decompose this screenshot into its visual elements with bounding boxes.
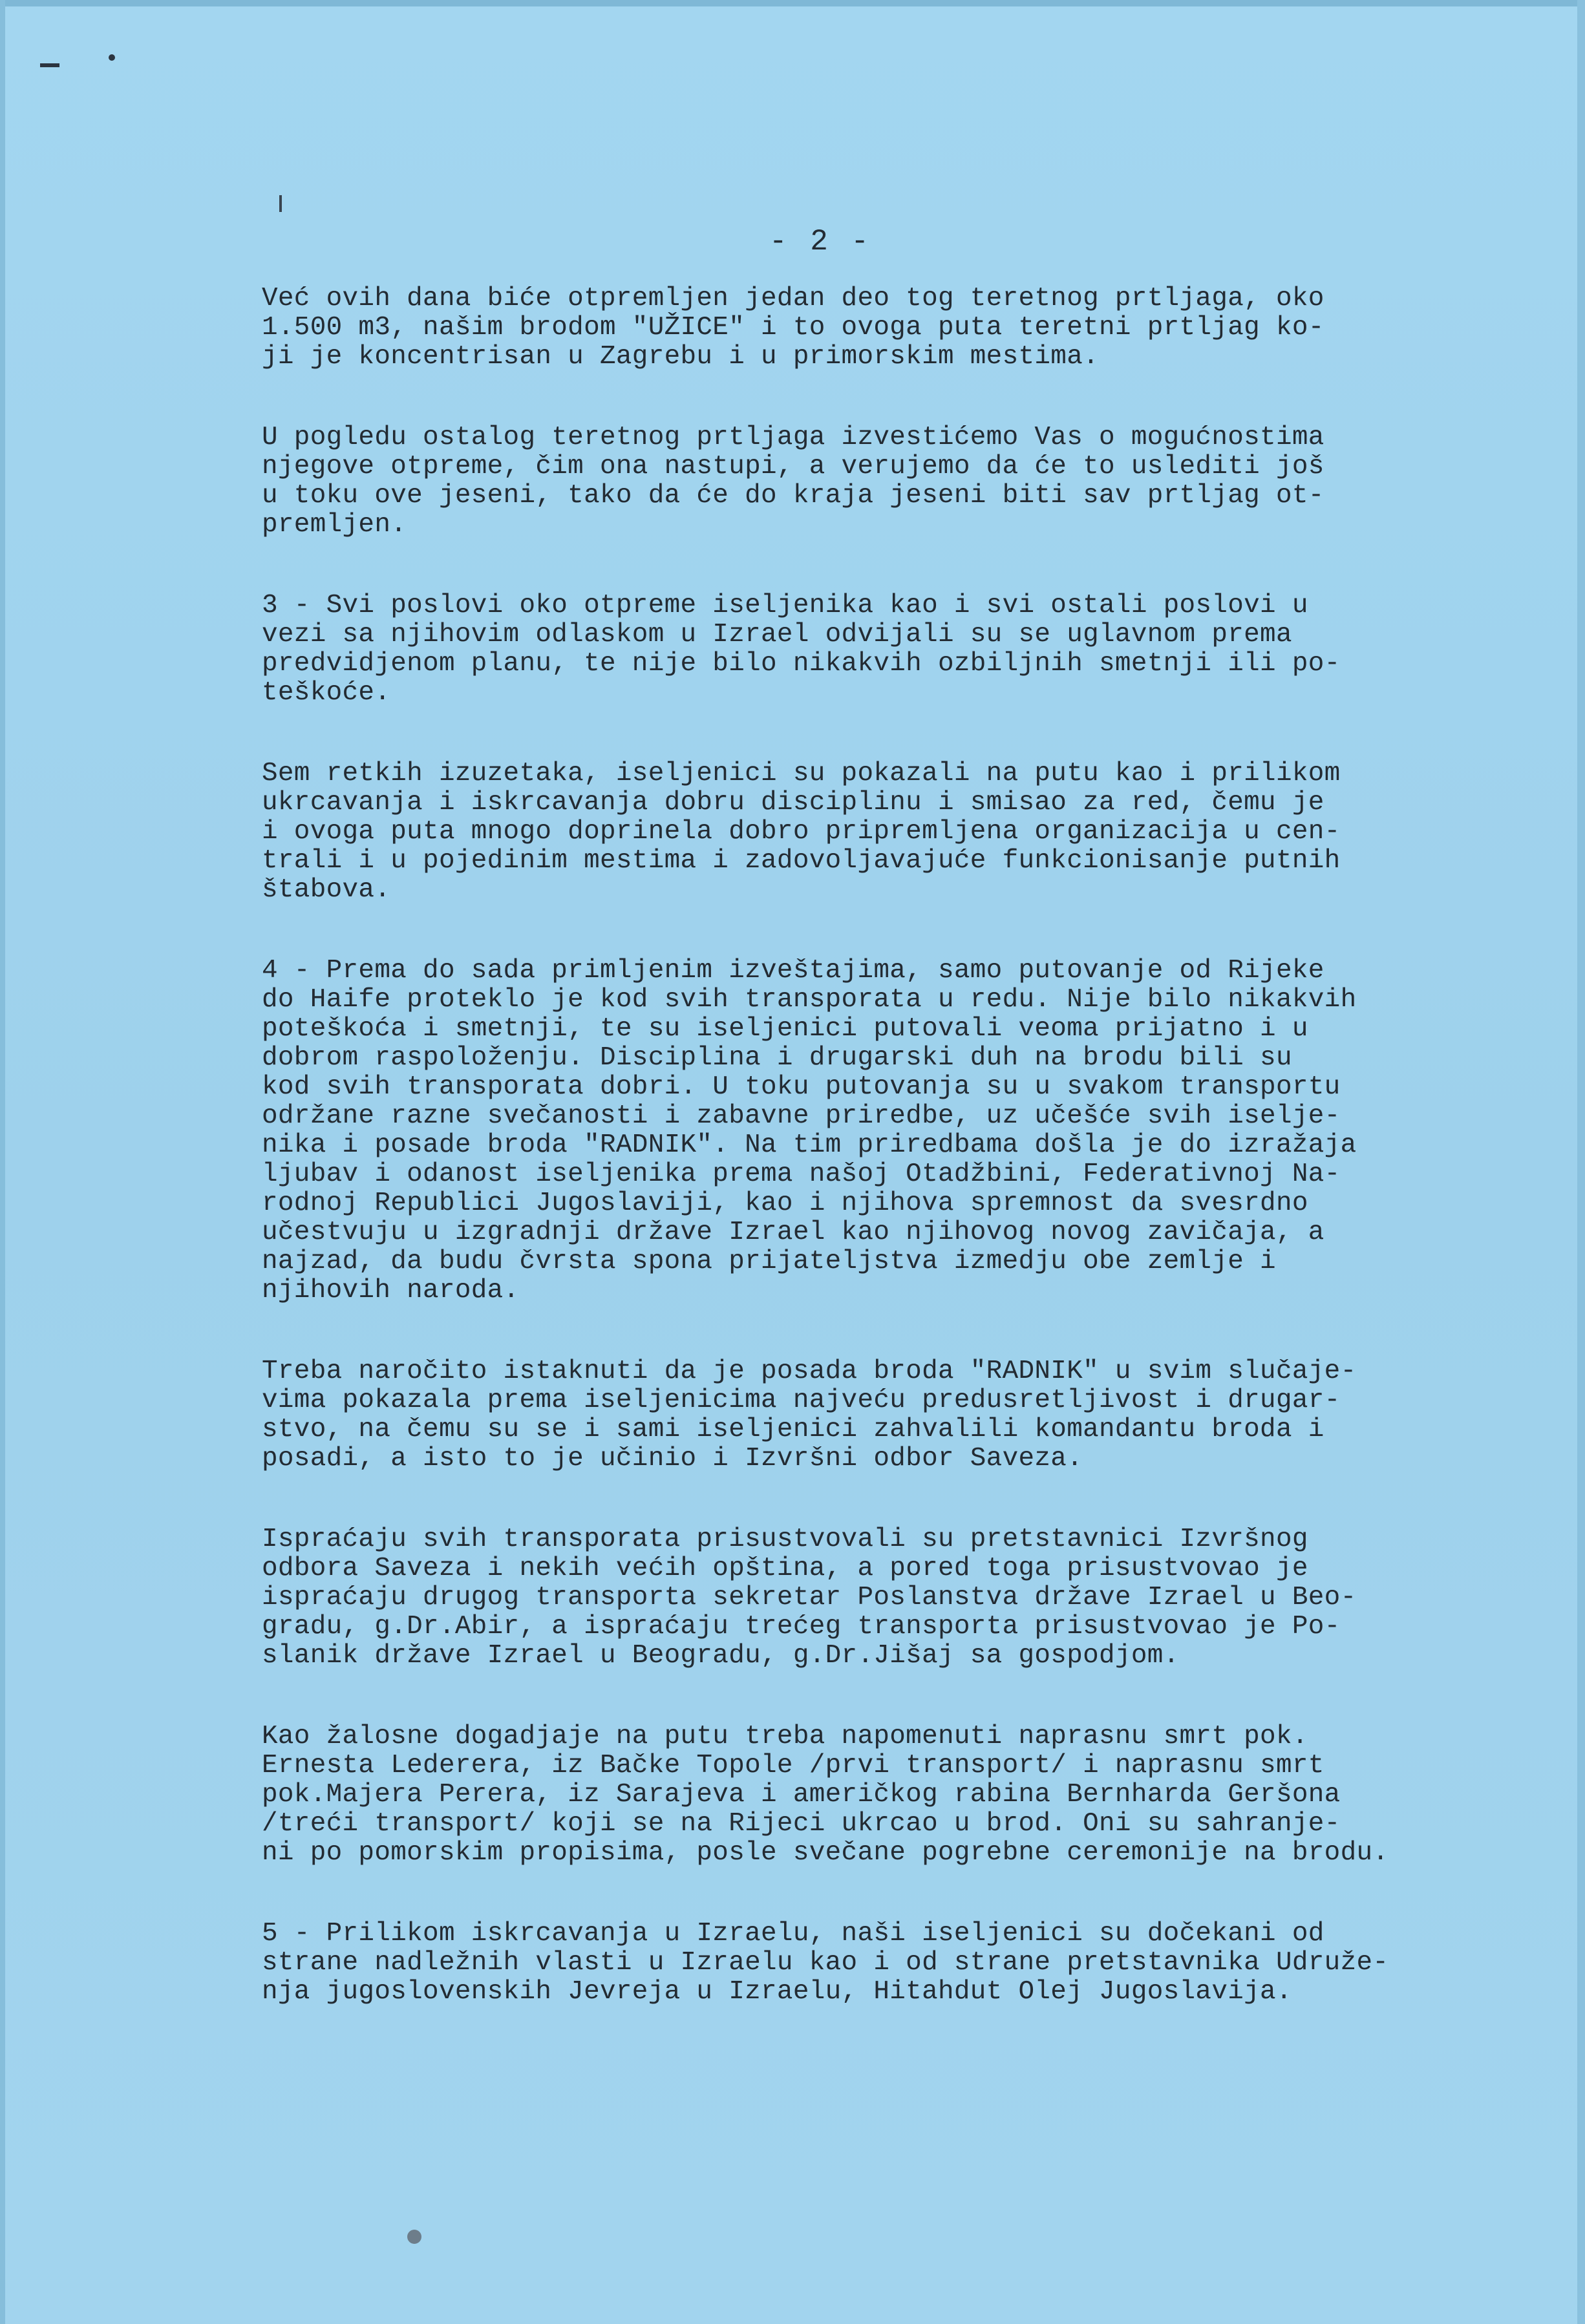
text-line: Ispraćaju svih transporata prisustvovali su pretstavnici Izvršnog [262,1525,1308,1554]
text-line: Već ovih dana biće otpremljen jedan deo tog teretnog prtljaga, oko [262,284,1324,313]
text-line: 5 - Prilikom iskrcavanja u Izraelu, naši iseljenici su dočekani od [262,1919,1324,1949]
text-line: ispraćaju drugog transporta sekretar Poslanstva države Izrael u Beo- [262,1583,1357,1612]
text-line: odbora Saveza i nekih većih opština, a pored toga prisustvovao je [262,1554,1308,1583]
text-line: Sem retkih izuzetaka, iseljenici su pokazali na putu kao i prilikom [262,759,1341,788]
page-edge-top [0,0,1585,6]
page-number: - 2 - [769,225,872,259]
text-line: vima pokazala prema iseljenicima najveću predusretljivost i drugar- [262,1386,1341,1415]
text-line: posadi, a isto to je učinio i Izvršni odbor Saveza. [262,1444,1083,1474]
document-body [262,284,1451,2058]
text-line: kod svih transporata dobri. U toku putovanja su u svakom transportu [262,1072,1341,1102]
text-line: 4 - Prema do sada primljenim izveštajima, samo putovanje od Rijeke [262,956,1324,986]
paragraph-3 [262,591,1451,708]
paragraph-4 [262,759,1451,905]
text-line: /treći transport/ koji se na Rijeci ukrcao u brod. Oni su sahranje- [262,1809,1341,1839]
page-edge-right [1577,0,1585,2324]
text-line: štabova. [262,875,391,905]
text-line: dobrom raspoloženju. Disciplina i drugarski duh na brodu bili su [262,1043,1292,1073]
text-line: pok.Majera Perera, iz Sarajeva i američkog rabina Bernharda Geršona [262,1780,1341,1810]
ink-mark-tick [279,195,282,212]
page-edge-left [0,0,5,2324]
text-line: stvo, na čemu su se i sami iseljenici zahvalili komandantu broda i [262,1415,1324,1444]
text-line: i ovoga puta mnogo doprinela dobro pripremljena organizacija u cen- [262,817,1341,847]
text-line: ni po pomorskim propisima, posle svečane pogrebne ceremonije na brodu. [262,1838,1389,1868]
paragraph-8 [262,1722,1451,1868]
text-line: Ernesta Lederera, iz Bačke Topole /prvi transport/ i naprasnu smrt [262,1751,1324,1780]
text-line: ji je koncentrisan u Zagrebu i u primorskim mestima. [262,342,1100,372]
text-line: održane razne svečanosti i zabavne priredbe, uz učešće svih iselje- [262,1101,1341,1131]
text-line: U pogledu ostalog teretnog prtljaga izvestićemo Vas o mogućnostima [262,423,1324,452]
text-line: u toku ove jeseni, tako da će do kraja jeseni biti sav prtljag ot- [262,481,1324,511]
text-line: Kao žalosne dogadjaje na putu treba napomenuti naprasnu smrt pok. [262,1722,1308,1751]
text-line: slanik države Izrael u Beogradu, g.Dr.Jišaj sa gospodjom. [262,1641,1180,1671]
text-line: premljen. [262,510,407,540]
text-line: do Haife proteklo je kod svih transporata u redu. Nije bilo nikakvih [262,985,1357,1015]
ink-mark-dot [109,54,115,61]
ink-mark-dash [40,63,59,67]
text-line: nja jugoslovenskih Jevreja u Izraelu, Hitahdut Olej Jugoslavija. [262,1977,1292,2007]
text-line: poteškoća i smetnji, te su iseljenici putovali veoma prijatno i u [262,1014,1308,1044]
paragraph-6 [262,1357,1451,1474]
paragraph-1 [262,284,1451,372]
text-line: 1.500 m3, našim brodom "UŽICE" i to ovoga puta teretni prtljag ko- [262,313,1324,343]
paragraph-7 [262,1525,1451,1671]
text-line: najzad, da budu čvrsta spona prijateljstva izmedju obe zemlje i [262,1247,1276,1276]
paragraph-9 [262,1919,1451,2007]
paragraph-5 [262,956,1451,1305]
text-line: predvidjenom planu, te nije bilo nikakvih ozbiljnih smetnji ili po- [262,649,1341,679]
text-line: teškoće. [262,678,391,708]
text-line: 3 - Svi poslovi oko otpreme iseljenika kao i svi ostali poslovi u [262,591,1308,620]
text-line: Treba naročito istaknuti da je posada broda "RADNIK" u svim slučaje- [262,1357,1357,1386]
text-line: vezi sa njihovim odlaskom u Izrael odvijali su se uglavnom prema [262,620,1292,650]
text-line: nika i posade broda "RADNIK". Na tim priredbama došla je do izražaja [262,1130,1357,1160]
ink-spot [407,2230,421,2244]
text-line: trali i u pojedinim mestima i zadovoljavajuće funkcionisanje putnih [262,846,1341,876]
text-line: rodnoj Republici Jugoslaviji, kao i njihova spremnost da svesrdno [262,1188,1308,1218]
text-line: strane nadležnih vlasti u Izraelu kao i od strane pretstavnika Udruže- [262,1948,1389,1978]
text-line: njihovih naroda. [262,1276,520,1305]
text-line: ukrcavanja i iskrcavanja dobru disciplinu i smisao za red, čemu je [262,788,1324,818]
text-line: ljubav i odanost iseljenika prema našoj Otadžbini, Federativnoj Na- [262,1159,1341,1189]
text-line: njegove otpreme, čim ona nastupi, a verujemo da će to uslediti još [262,452,1324,481]
text-line: gradu, g.Dr.Abir, a ispraćaju trećeg transporta prisustvovao je Po- [262,1612,1341,1642]
paragraph-2 [262,423,1451,540]
text-line: učestvuju u izgradnji države Izrael kao njihovog novog zavičaja, a [262,1218,1324,1247]
